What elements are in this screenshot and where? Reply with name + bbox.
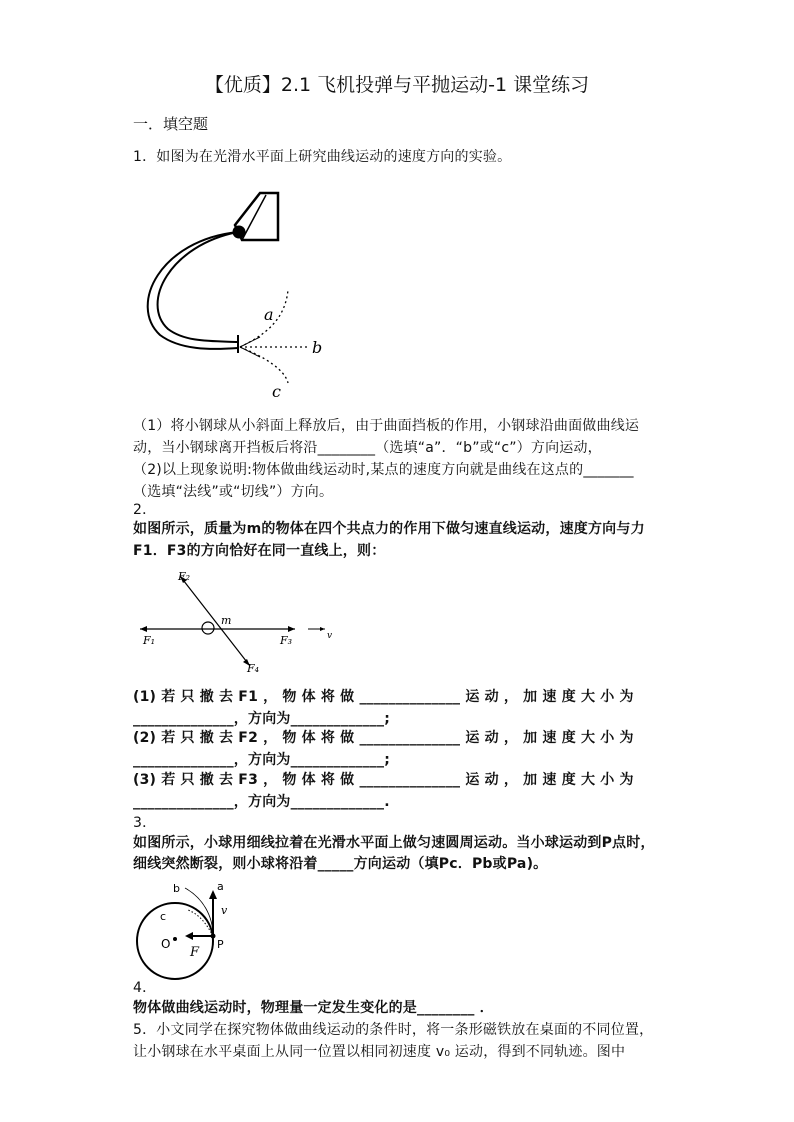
q3-label-P: P (217, 938, 224, 951)
q2-stem-line2: F1．F3的方向恰好在同一直线上，则： (133, 543, 386, 559)
q2-mass (202, 622, 214, 634)
q3-label-F: F (190, 945, 200, 960)
q1-line2: 动，当小钢球离开挡板后将沿________（选填“a”．“b”或“c”）方向运动， (133, 440, 602, 456)
q2-part1-line1: (1) 若 只 撤 去 F1 ， 物 体 将 做 ______________ 运 动 ， 加 速 度 大 小 为 (133, 689, 634, 705)
q1-label-a: a (264, 305, 274, 324)
q3-stem-line1: 如图所示，小球用细线拉着在光滑水平面上做匀速圆周运动。当小球运动到P点时， (133, 835, 655, 851)
q2-part3-line1: (3) 若 只 撤 去 F3 ， 物 体 将 做 ______________ 运 动 ， 加 速 度 大 小 为 (133, 772, 634, 788)
q2-label-F3: F₃ (280, 634, 293, 647)
q2-label-F1: F₁ (143, 634, 156, 647)
q3-ball (211, 934, 216, 939)
q2-stem-line1: 如图所示，质量为m的物体在四个共点力的作用下做匀速直线运动，速度方向与力 (133, 521, 645, 537)
q2-diagonal-line (180, 576, 250, 666)
q1-baffle-inner (158, 232, 238, 342)
q3-label-c: c (160, 910, 167, 923)
q2-number: 2． (133, 502, 157, 518)
q2-label-v: v (327, 631, 333, 641)
q1-path-c (240, 347, 288, 383)
q3-stem-line2: 细线突然断裂，则小球将沿着_____方向运动（填Pc．Pb或Pa)。 (133, 856, 548, 872)
q2-part1-line2: ______________，方向为_____________; (133, 711, 390, 727)
q1-line3: （2)以上现象说明:物体做曲线运动时,某点的速度方向就是曲线在这点的_______ (133, 462, 634, 478)
q4-number: 4． (133, 980, 157, 996)
q3-figure (133, 876, 243, 986)
q3-label-a: a (217, 880, 224, 893)
q3-label-v: v (221, 904, 228, 917)
q2-part2-line1: (2) 若 只 撤 去 F2 ， 物 体 将 做 ______________ 运 动 ， 加 速 度 大 小 为 (133, 730, 634, 746)
page-title: 【优质】2.1 飞机投弹与平抛运动-1 课堂练习 (204, 74, 590, 96)
q1-line4: （选填“法线”或“切线”）方向。 (133, 484, 334, 500)
q2-part2-line2: ______________，方向为_____________; (133, 752, 390, 768)
q5-line2: 让小钢球在水平桌面上从同一位置以相同初速度 v₀ 运动，得到不同轨迹。图中 (133, 1044, 626, 1060)
q1-steel-ball (233, 226, 246, 239)
q2-part3-line2: ______________，方向为_____________. (133, 794, 390, 810)
section-heading: 一．填空题 (133, 115, 209, 133)
q1-stem: 1．如图为在光滑水平面上研究曲线运动的速度方向的实验。 (133, 149, 512, 165)
q2-label-m: m (221, 614, 232, 627)
q2-label-F2: F₂ (178, 570, 191, 583)
q5-line1: 5．小文同学在探究物体做曲线运动的条件时，将一条形磁铁放在桌面的不同位置， (133, 1022, 654, 1038)
q1-label-c: c (272, 382, 281, 401)
q2-label-F4: F₄ (247, 662, 260, 675)
q2-figure (135, 566, 345, 681)
q4-stem: 物体做曲线运动时，物理量一定发生变化的是________ ． (133, 1000, 494, 1016)
q1-figure (140, 185, 340, 405)
q3-label-b: b (173, 882, 180, 895)
q3-center (173, 937, 177, 941)
q1-line1: （1）将小钢球从小斜面上释放后，由于曲面挡板的作用，小钢球沿曲面做曲线运 (133, 418, 640, 434)
q3-label-O: O (161, 937, 171, 951)
q3-number: 3． (133, 815, 157, 831)
q1-label-b: b (312, 338, 323, 357)
